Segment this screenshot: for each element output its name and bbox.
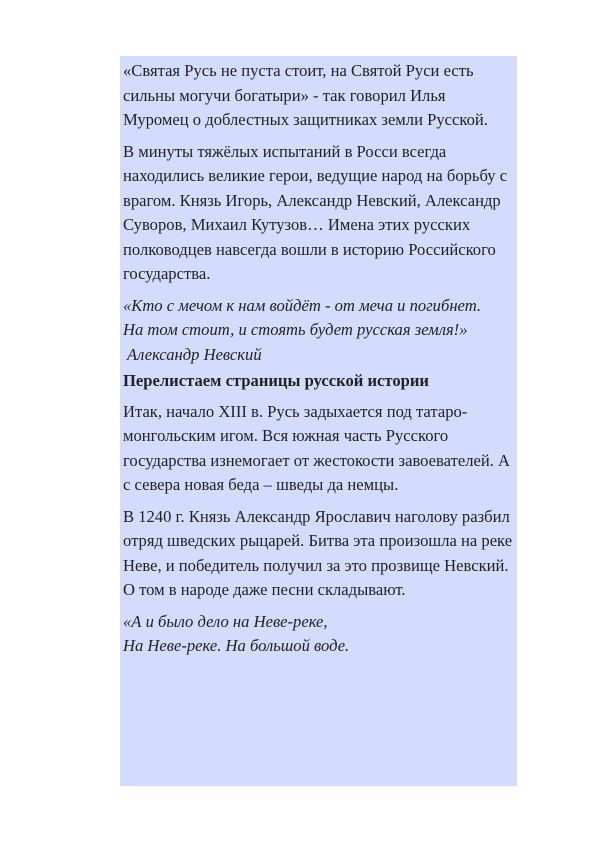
xiii-century-paragraph: Итак, начало XIII в. Русь задыхается под татаро-монгольским игом. Вся южная часть Русского государства изнемогает от жестокости завоевателей. А с севера новая беда – шведы да немцы. [123, 401, 511, 494]
section-heading: Перелистаем страницы русской истории [123, 371, 429, 390]
battle-1240-paragraph: В 1240 г. Князь Александр Ярославич наголову разбил отряд шведских рыцарей. Битва эта произошла на реке Неве, и победитель получил за это прозвище Невский. О том в народе даже песни складывают. [123, 506, 513, 599]
nevsky-quote [123, 294, 513, 343]
nevsky-attribution: Александр Невский [127, 344, 262, 364]
text-block [120, 56, 517, 786]
heroes-paragraph: В минуты тяжёлых испытаний в Росси всегда находились великие герои, ведущие народ на борьбу с врагом. Князь Игорь, Александр Невский, Александр Суворов, Михаил Кутузов… Имена этих русских полководцев навсегда вошли в историю Российского государства. [123, 141, 508, 283]
song-quote-line-2: На Неве-реке. На большой воде. [123, 636, 350, 655]
nevsky-quote-line-1: «Кто с мечом к нам войдёт - от меча и погибнет. [123, 295, 482, 315]
song-quote [123, 610, 513, 659]
nevsky-quote-line-2: На том стоит, и стоять будет русская земля!» [123, 320, 468, 339]
song-quote-line-1: «А и было дело на Неве-реке, [123, 611, 328, 631]
intro-quote-paragraph: «Святая Русь не пуста стоит, на Святой Руси есть сильны могучи богатыри» - так говорил Илья Муромец о доблестных защитниках земли Русской. [123, 61, 488, 129]
